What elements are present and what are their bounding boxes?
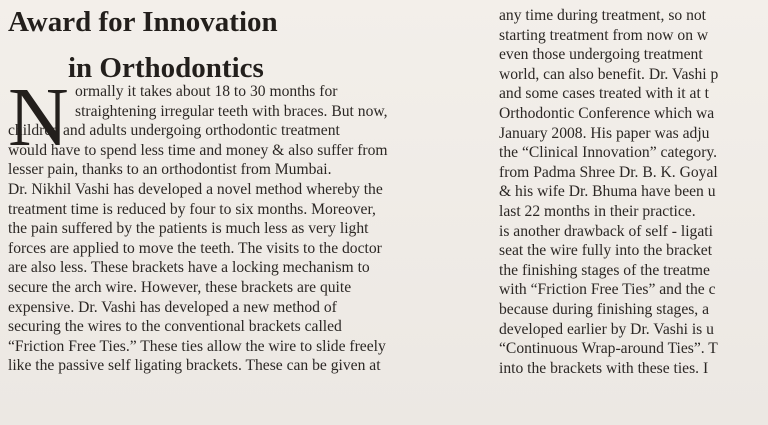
text-line: treatment time is reduced by four to six months. Moreover,	[8, 200, 376, 218]
headline-block	[8, 4, 483, 86]
text-line: “Continuous Wrap-around Ties”. T	[499, 340, 718, 358]
text-line: “Friction Free Ties.” These ties allow the wire to slide freely	[8, 337, 386, 355]
text-line: even those undergoing treatment	[499, 46, 703, 64]
text-line: any time during treatment, so not	[499, 7, 707, 24]
text-line: secure the arch wire. However, these brackets are quite	[8, 278, 352, 296]
text-line: January 2008. His paper was adju	[499, 124, 710, 142]
text-line: the “Clinical Innovation” category.	[499, 144, 718, 162]
text-line: are also less. These brackets have a locking mechanism to	[8, 259, 370, 277]
text-line: starting treatment from now on w	[499, 26, 709, 44]
text-line: the pain suffered by the patients is much less as very light	[8, 220, 369, 238]
text-line: children and adults undergoing orthodontic treatment	[8, 122, 340, 140]
text-line: would have to spend less time and money & also suffer from	[8, 141, 388, 159]
text-line-cut: like the passive self ligating brackets. These can be given at	[8, 357, 381, 375]
headline-line-2: in Orthodontics	[68, 52, 264, 84]
text-line: Dr. Nikhil Vashi has developed a novel method whereby the	[8, 180, 383, 198]
text-line: & his wife Dr. Bhuma have been u	[499, 183, 716, 201]
text-line: seat the wire fully into the bracket	[499, 242, 713, 260]
text-line: because during finishing stages, a	[499, 300, 710, 318]
text-line: expensive. Dr. Vashi has developed a new method of	[8, 298, 337, 316]
text-line: straightening irregular teeth with braces. But now,	[75, 102, 388, 120]
text-line: ormally it takes about 18 to 30 months for	[75, 83, 338, 100]
text-line: Orthodontic Conference which wa	[499, 104, 715, 122]
text-line: lesser pain, thanks to an orthodontist from Mumbai.	[8, 161, 332, 179]
text-line: from Padma Shree Dr. B. K. Goyal	[499, 163, 718, 181]
right-column-body	[499, 6, 768, 378]
drop-cap: N	[8, 71, 69, 164]
article-headline	[8, 4, 483, 86]
text-line: is another drawback of self - ligati	[499, 222, 713, 240]
text-line: world, can also benefit. Dr. Vashi p	[499, 65, 719, 83]
text-line: developed earlier by Dr. Vashi is u	[499, 320, 714, 338]
text-line: securing the wires to the conventional brackets called	[8, 318, 342, 336]
text-line: the finishing stages of the treatme	[499, 261, 710, 279]
text-line: into the brackets with these ties. I	[499, 359, 709, 377]
left-column-body	[8, 71, 483, 375]
text-line: forces are applied to move the teeth. The visits to the doctor	[8, 239, 382, 257]
headline-line-1: Award for Innovation	[8, 6, 278, 38]
text-line: last 22 months in their practice.	[499, 202, 696, 220]
text-line: and some cases treated with it at t	[499, 85, 710, 103]
text-line: with “Friction Free Ties” and the c	[499, 281, 716, 299]
